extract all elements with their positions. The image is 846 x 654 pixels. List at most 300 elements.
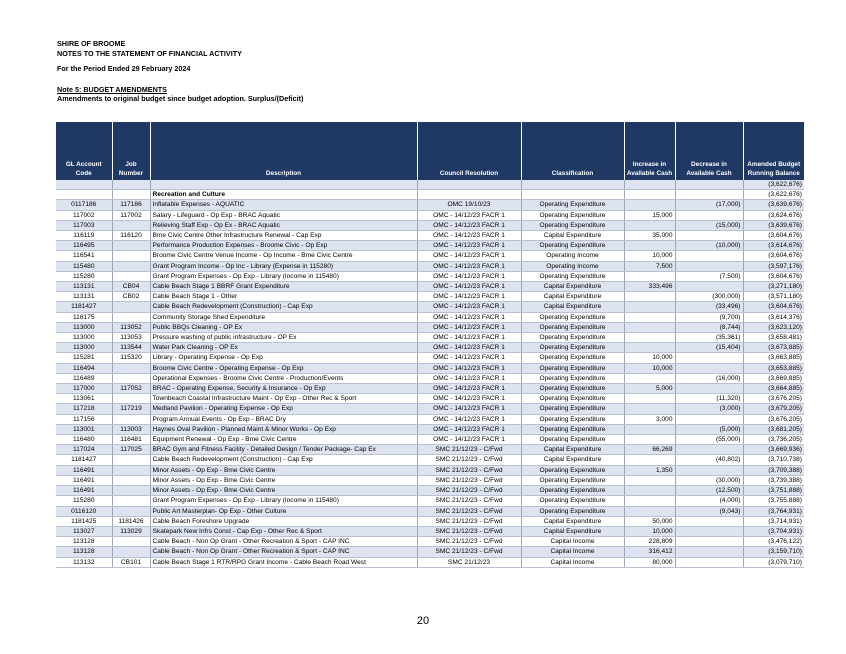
description-cell: Performance Production Expenses - Broome Civic - Op Exp [150, 241, 417, 251]
gl-account-cell: 113000 [56, 343, 112, 353]
table-row [56, 261, 804, 271]
job-number-cell: 113052 [112, 322, 150, 332]
table-row [56, 210, 804, 220]
running-balance-cell: (3,669,885) [743, 373, 804, 383]
description-cell: Recreation and Culture [150, 190, 417, 200]
running-balance-cell: (3,676,205) [743, 394, 804, 404]
decrease-cell: (8,744) [675, 322, 743, 332]
table-row [56, 486, 804, 496]
page-number: 20 [416, 615, 430, 627]
description-cell: Cable Beach Redevelopment (Construction) - Cap Exp [150, 302, 417, 312]
running-balance-cell: (3,679,205) [743, 404, 804, 414]
table-row [56, 343, 804, 353]
table-row [56, 231, 804, 241]
decrease-cell: (15,000) [675, 220, 743, 230]
table-row [56, 333, 804, 343]
council-resolution-cell: OMC - 14/12/23 FACR 1 [417, 424, 521, 434]
gl-account-cell: 116491 [56, 486, 112, 496]
gl-account-cell: 113128 [56, 537, 112, 547]
table-row [56, 302, 804, 312]
decrease-cell [675, 210, 743, 220]
running-balance-cell: (3,614,376) [743, 312, 804, 322]
table-row [56, 445, 804, 455]
increase-cell [624, 343, 675, 353]
classification-cell: Capital Income [521, 557, 624, 567]
gl-account-cell: 116489 [56, 373, 112, 383]
report-period: For the Period Ended 29 February 2024 [57, 64, 191, 73]
council-resolution-cell: OMC - 14/12/23 FACR 1 [417, 271, 521, 281]
classification-cell: Operating Expenditure [521, 322, 624, 332]
increase-cell [624, 435, 675, 445]
description-cell: Inflatable Expenses - AQUATIC [150, 200, 417, 210]
increase-cell: 10,000 [624, 353, 675, 363]
description-cell: Cable Beach - Non Op Grant - Other Recreation & Sport - CAP INC [150, 537, 417, 547]
table-row [56, 455, 804, 465]
increase-cell [624, 271, 675, 281]
job-number-cell [112, 302, 150, 312]
classification-cell: Operating Expenditure [521, 384, 624, 394]
table-row [56, 414, 804, 424]
table-row [56, 516, 804, 526]
running-balance-cell: (3,704,931) [743, 526, 804, 536]
description-cell: Cable Beach - Non Op Grant - Other Recreation & Sport - CAP INC [150, 547, 417, 557]
job-number-cell: 117219 [112, 404, 150, 414]
decrease-cell [675, 261, 743, 271]
gl-account-cell: 116480 [56, 435, 112, 445]
gl-account-cell: 116119 [56, 231, 112, 241]
table-row [56, 384, 804, 394]
classification-cell: Operating Expenditure [521, 373, 624, 383]
running-balance-cell: (3,658,481) [743, 333, 804, 343]
council-resolution-cell: SMC 21/12/23 - C/Fwd [417, 537, 521, 547]
description-cell: Equipment Renewal - Op Exp - Bme Civic Centre [150, 435, 417, 445]
org-name: SHIRE OF BROOME [57, 39, 126, 48]
council-resolution-cell: SMC 21/12/23 - C/Fwd [417, 455, 521, 465]
job-number-cell [112, 394, 150, 404]
decrease-cell: (17,000) [675, 200, 743, 210]
council-resolution-cell: OMC - 14/12/23 FACR 1 [417, 333, 521, 343]
classification-cell: Capital Expenditure [521, 292, 624, 302]
job-number-cell [112, 414, 150, 424]
classification-cell: Capital Expenditure [521, 526, 624, 536]
decrease-cell: (30,000) [675, 475, 743, 485]
council-resolution-cell: OMC - 14/12/23 FACR 1 [417, 373, 521, 383]
description-cell: Minor Assets - Op Exp - Bme Civic Centre [150, 486, 417, 496]
gl-account-cell [56, 180, 112, 190]
description-cell: Cable Beach Redevelopment (Construction) - Cap Exp [150, 455, 417, 465]
decrease-cell [675, 282, 743, 292]
increase-cell [624, 333, 675, 343]
decrease-cell [675, 414, 743, 424]
gl-account-cell: 116494 [56, 363, 112, 373]
gl-account-cell: 115281 [56, 353, 112, 363]
job-number-cell [112, 190, 150, 200]
council-resolution-cell: SMC 21/12/23 - C/Fwd [417, 526, 521, 536]
job-number-cell [112, 251, 150, 261]
gl-account-cell: 113027 [56, 526, 112, 536]
classification-cell: Operating Expenditure [521, 435, 624, 445]
decrease-cell: (7,500) [675, 271, 743, 281]
council-resolution-cell: OMC - 14/12/23 FACR 1 [417, 220, 521, 230]
classification-cell [521, 190, 624, 200]
table-row [56, 547, 804, 557]
decrease-cell: (5,000) [675, 424, 743, 434]
increase-cell: 333,496 [624, 282, 675, 292]
running-balance-cell: (3,739,388) [743, 475, 804, 485]
gl-account-cell: 0116120 [56, 506, 112, 516]
running-balance-cell: (3,639,676) [743, 200, 804, 210]
increase-cell: 10,000 [624, 251, 675, 261]
increase-cell [624, 394, 675, 404]
running-balance-cell: (3,755,888) [743, 496, 804, 506]
gl-account-cell: 116495 [56, 241, 112, 251]
description-cell: Haynes Oval Pavilion - Planned Maint & Minor Works - Op Exp [150, 424, 417, 434]
gl-account-cell: 115280 [56, 271, 112, 281]
council-resolution-cell: SMC 21/12/23 - C/Fwd [417, 486, 521, 496]
running-balance-cell: (3,271,180) [743, 282, 804, 292]
running-balance-cell: (3,663,885) [743, 353, 804, 363]
running-balance-cell: (3,623,120) [743, 322, 804, 332]
council-resolution-cell: SMC 21/12/23 - C/Fwd [417, 475, 521, 485]
classification-cell: Operating Expenditure [521, 465, 624, 475]
job-number-cell: 115320 [112, 353, 150, 363]
table-row [56, 220, 804, 230]
description-cell: Bme Civic Centre Other Infrastructure Renewal - Cap Exp [150, 231, 417, 241]
increase-cell [624, 322, 675, 332]
description-cell [150, 180, 417, 190]
increase-cell [624, 302, 675, 312]
table-row [56, 424, 804, 434]
table-row [56, 190, 804, 200]
column-header-decrease: Decrease in Available Cash [675, 122, 743, 180]
job-number-cell [112, 475, 150, 485]
table-row [56, 557, 804, 567]
column-header-increase: Increase in Available Cash [624, 122, 675, 180]
increase-cell: 316,412 [624, 547, 675, 557]
description-cell: Relieving Staff Exp - Op Ex - BRAC Aquatic [150, 220, 417, 230]
council-resolution-cell: OMC - 14/12/23 FACR 1 [417, 210, 521, 220]
council-resolution-cell: OMC - 14/12/23 FACR 1 [417, 261, 521, 271]
increase-cell [624, 220, 675, 230]
job-number-cell [112, 271, 150, 281]
increase-cell [624, 200, 675, 210]
table-row [56, 465, 804, 475]
running-balance-cell: (3,709,388) [743, 465, 804, 475]
decrease-cell [675, 516, 743, 526]
decrease-cell: (15,404) [675, 343, 743, 353]
decrease-cell [675, 557, 743, 567]
running-balance-cell: (3,736,205) [743, 435, 804, 445]
description-cell: Cable Beach Stage 1 BBRF Grant Expenditure [150, 282, 417, 292]
table-row [56, 475, 804, 485]
job-number-cell [112, 465, 150, 475]
gl-account-cell: 115480 [56, 261, 112, 271]
job-number-cell [112, 373, 150, 383]
classification-cell: Operating Expenditure [521, 333, 624, 343]
decrease-cell: (16,000) [675, 373, 743, 383]
running-balance-cell: (3,664,885) [743, 384, 804, 394]
table-row [56, 200, 804, 210]
table-row [56, 435, 804, 445]
decrease-cell [675, 180, 743, 190]
council-resolution-cell: SMC 21/12/23 [417, 557, 521, 567]
gl-account-cell: 1181427 [56, 455, 112, 465]
council-resolution-cell: OMC - 14/12/23 FACR 1 [417, 251, 521, 261]
increase-cell: 3,000 [624, 414, 675, 424]
description-cell: Program Annual Events - Op Exp - BRAC Dry [150, 414, 417, 424]
increase-cell [624, 180, 675, 190]
table-row [56, 537, 804, 547]
decrease-cell: (3,000) [675, 404, 743, 414]
council-resolution-cell: OMC - 14/12/23 FACR 1 [417, 241, 521, 251]
running-balance-cell: (3,681,205) [743, 424, 804, 434]
note-subtitle: Amendments to original budget since budget adoption. Surplus/(Deficit) [57, 94, 304, 103]
gl-account-cell: 117156 [56, 414, 112, 424]
job-number-cell: CB02 [112, 292, 150, 302]
classification-cell: Capital Expenditure [521, 302, 624, 312]
decrease-cell: (12,500) [675, 486, 743, 496]
running-balance-cell: (3,622,676) [743, 180, 804, 190]
running-balance-cell: (3,571,180) [743, 292, 804, 302]
council-resolution-cell: SMC 21/12/23 - C/Fwd [417, 496, 521, 506]
running-balance-cell: (3,714,931) [743, 516, 804, 526]
classification-cell: Operating Expenditure [521, 210, 624, 220]
gl-account-cell: 113061 [56, 394, 112, 404]
classification-cell: Operating Expenditure [521, 220, 624, 230]
council-resolution-cell: OMC - 14/12/23 FACR 1 [417, 353, 521, 363]
description-cell: Cable Beach Stage 1 RTR/RPG Grant Income - Cable Beach Road West [150, 557, 417, 567]
running-balance-cell: (3,669,936) [743, 445, 804, 455]
decrease-cell: (10,000) [675, 241, 743, 251]
gl-account-cell: 113128 [56, 547, 112, 557]
increase-cell [624, 312, 675, 322]
job-number-cell: 117025 [112, 445, 150, 455]
table-header-row [56, 122, 804, 180]
decrease-cell [675, 231, 743, 241]
job-number-cell [112, 506, 150, 516]
table-row [56, 394, 804, 404]
job-number-cell [112, 537, 150, 547]
description-cell: Grant Program Expenses - Op Exp - Library (Income in 115480) [150, 271, 417, 281]
council-resolution-cell: OMC - 14/12/23 FACR 1 [417, 414, 521, 424]
gl-account-cell: 113001 [56, 424, 112, 434]
description-cell: Community Storage Shed Expenditure [150, 312, 417, 322]
running-balance-cell: (3,614,676) [743, 241, 804, 251]
classification-cell: Capital Expenditure [521, 445, 624, 455]
running-balance-cell: (3,604,676) [743, 271, 804, 281]
job-number-cell [112, 180, 150, 190]
classification-cell: Operating Expenditure [521, 414, 624, 424]
description-cell: Minor Assets - Op Exp - Bme Civic Centre [150, 475, 417, 485]
job-number-cell: 1181426 [112, 516, 150, 526]
table-row [56, 282, 804, 292]
running-balance-cell: (3,604,676) [743, 302, 804, 312]
council-resolution-cell: OMC - 14/12/23 FACR 1 [417, 231, 521, 241]
table-row [56, 404, 804, 414]
column-header-description: Description [150, 122, 417, 180]
classification-cell: Operating Expenditure [521, 404, 624, 414]
running-balance-cell: (3,476,122) [743, 537, 804, 547]
increase-cell: 15,000 [624, 210, 675, 220]
decrease-cell [675, 190, 743, 200]
council-resolution-cell: OMC - 14/12/23 FACR 1 [417, 394, 521, 404]
column-header-classification: Classification [521, 122, 624, 180]
increase-cell [624, 455, 675, 465]
classification-cell: Operating Expenditure [521, 312, 624, 322]
council-resolution-cell [417, 190, 521, 200]
increase-cell: 7,500 [624, 261, 675, 271]
decrease-cell: (55,000) [675, 435, 743, 445]
increase-cell [624, 241, 675, 251]
decrease-cell [675, 363, 743, 373]
column-header-running-balance: Amended Budget Running Balance [743, 122, 804, 180]
description-cell: Public BBQs Cleaning - OP Ex [150, 322, 417, 332]
decrease-cell: (9,700) [675, 312, 743, 322]
council-resolution-cell [417, 180, 521, 190]
council-resolution-cell: OMC - 14/12/23 FACR 1 [417, 343, 521, 353]
increase-cell [624, 486, 675, 496]
classification-cell: Operating Expenditure [521, 486, 624, 496]
job-number-cell [112, 312, 150, 322]
description-cell: Salary - Lifeguard - Op Exp - BRAC Aquatic [150, 210, 417, 220]
column-header-gl-account: GL Account Code [56, 122, 112, 180]
classification-cell: Capital Expenditure [521, 455, 624, 465]
running-balance-cell: (3,764,931) [743, 506, 804, 516]
job-number-cell [112, 496, 150, 506]
running-balance-cell: (3,604,676) [743, 251, 804, 261]
increase-cell [624, 475, 675, 485]
classification-cell: Capital Expenditure [521, 282, 624, 292]
job-number-cell: CB101 [112, 557, 150, 567]
table-row [56, 241, 804, 251]
description-cell: Library - Operating Expense - Op Exp [150, 353, 417, 363]
job-number-cell [112, 455, 150, 465]
table-row [56, 353, 804, 363]
table-row [56, 363, 804, 373]
job-number-cell [112, 547, 150, 557]
description-cell: BRAC Gym and Fitness Facility - Detailed Design / Tender Package- Cap Ex [150, 445, 417, 455]
running-balance-cell: (3,710,738) [743, 455, 804, 465]
council-resolution-cell: SMC 21/12/23 - C/Fwd [417, 516, 521, 526]
table-row [56, 292, 804, 302]
decrease-cell [675, 251, 743, 261]
running-balance-cell: (3,159,710) [743, 547, 804, 557]
classification-cell: Operating Expenditure [521, 363, 624, 373]
gl-account-cell: 113132 [56, 557, 112, 567]
description-cell: Public Art Masterplan- Op Exp - Other Culture [150, 506, 417, 516]
increase-cell: 1,350 [624, 465, 675, 475]
gl-account-cell: 116491 [56, 465, 112, 475]
running-balance-cell: (3,653,885) [743, 363, 804, 373]
increase-cell: 50,000 [624, 516, 675, 526]
council-resolution-cell: OMC - 14/12/23 FACR 1 [417, 292, 521, 302]
description-cell: Grant Program Income - Op Inc - Library (Expense in 115280) [150, 261, 417, 271]
job-number-cell: 117002 [112, 210, 150, 220]
decrease-cell [675, 537, 743, 547]
gl-account-cell: 117003 [56, 220, 112, 230]
running-balance-cell: (3,676,205) [743, 414, 804, 424]
running-balance-cell: (3,597,176) [743, 261, 804, 271]
classification-cell: Operating Expenditure [521, 496, 624, 506]
running-balance-cell: (3,624,676) [743, 210, 804, 220]
job-number-cell: CB04 [112, 282, 150, 292]
gl-account-cell: 1181427 [56, 302, 112, 312]
gl-account-cell: 1181425 [56, 516, 112, 526]
gl-account-cell: 116541 [56, 251, 112, 261]
running-balance-cell: (3,079,710) [743, 557, 804, 567]
job-number-cell [112, 363, 150, 373]
running-balance-cell: (3,604,676) [743, 231, 804, 241]
increase-cell [624, 292, 675, 302]
table-row [56, 322, 804, 332]
running-balance-cell: (3,751,888) [743, 486, 804, 496]
description-cell: Operational Expenses - Broome Civic Centre - Production/Events [150, 373, 417, 383]
running-balance-cell: (3,673,885) [743, 343, 804, 353]
decrease-cell [675, 353, 743, 363]
decrease-cell: (4,000) [675, 496, 743, 506]
increase-cell: 35,000 [624, 231, 675, 241]
running-balance-cell: (3,639,676) [743, 220, 804, 230]
decrease-cell: (33,496) [675, 302, 743, 312]
council-resolution-cell: OMC - 14/12/23 FACR 1 [417, 302, 521, 312]
classification-cell: Operating Expenditure [521, 343, 624, 353]
council-resolution-cell: OMC - 14/12/23 FACR 1 [417, 384, 521, 394]
decrease-cell [675, 384, 743, 394]
council-resolution-cell: SMC 21/12/23 - C/Fwd [417, 445, 521, 455]
decrease-cell: (300,000) [675, 292, 743, 302]
gl-account-cell: 117218 [56, 404, 112, 414]
classification-cell: Capital Expenditure [521, 231, 624, 241]
description-cell: Cable Beach Stage 1 - Other [150, 292, 417, 302]
job-number-cell: 113544 [112, 343, 150, 353]
increase-cell: 228,809 [624, 537, 675, 547]
decrease-cell: (35,361) [675, 333, 743, 343]
council-resolution-cell: OMC - 14/12/23 FACR 1 [417, 282, 521, 292]
increase-cell [624, 404, 675, 414]
table-row [56, 312, 804, 322]
increase-cell [624, 496, 675, 506]
job-number-cell [112, 220, 150, 230]
gl-account-cell [56, 190, 112, 200]
table-row [56, 271, 804, 281]
classification-cell: Operating Expenditure [521, 241, 624, 251]
decrease-cell [675, 445, 743, 455]
description-cell: Cable Beach Foreshore Upgrade [150, 516, 417, 526]
note-title: Note 5: BUDGET AMENDMENTS [57, 85, 167, 94]
decrease-cell [675, 526, 743, 536]
budget-amendments-table [56, 122, 804, 568]
description-cell: Water Park Cleaning - OP Ex [150, 343, 417, 353]
description-cell: Minor Assets - Op Exp - Bme Civic Centre [150, 465, 417, 475]
gl-account-cell: 116175 [56, 312, 112, 322]
table-row [56, 526, 804, 536]
description-cell: Broome Civic Centre Venue Income - Op Income - Bme Civic Centre [150, 251, 417, 261]
job-number-cell: 113003 [112, 424, 150, 434]
description-cell: Grant Program Expenses - Op Exp - Library (Income in 115480) [150, 496, 417, 506]
description-cell: Townbeach Coastal Infrastructure Maint - Op Exp - Other Rec & Sport [150, 394, 417, 404]
classification-cell: Operating Expenditure [521, 353, 624, 363]
classification-cell: Operating Expenditure [521, 506, 624, 516]
table-row [56, 506, 804, 516]
increase-cell [624, 424, 675, 434]
increase-cell: 10,000 [624, 363, 675, 373]
description-cell: Pressure washing of public infrastructure - OP Ex [150, 333, 417, 343]
job-number-cell: 117052 [112, 384, 150, 394]
table-row [56, 251, 804, 261]
classification-cell: Operating Expenditure [521, 424, 624, 434]
decrease-cell [675, 547, 743, 557]
job-number-cell: 116120 [112, 231, 150, 241]
